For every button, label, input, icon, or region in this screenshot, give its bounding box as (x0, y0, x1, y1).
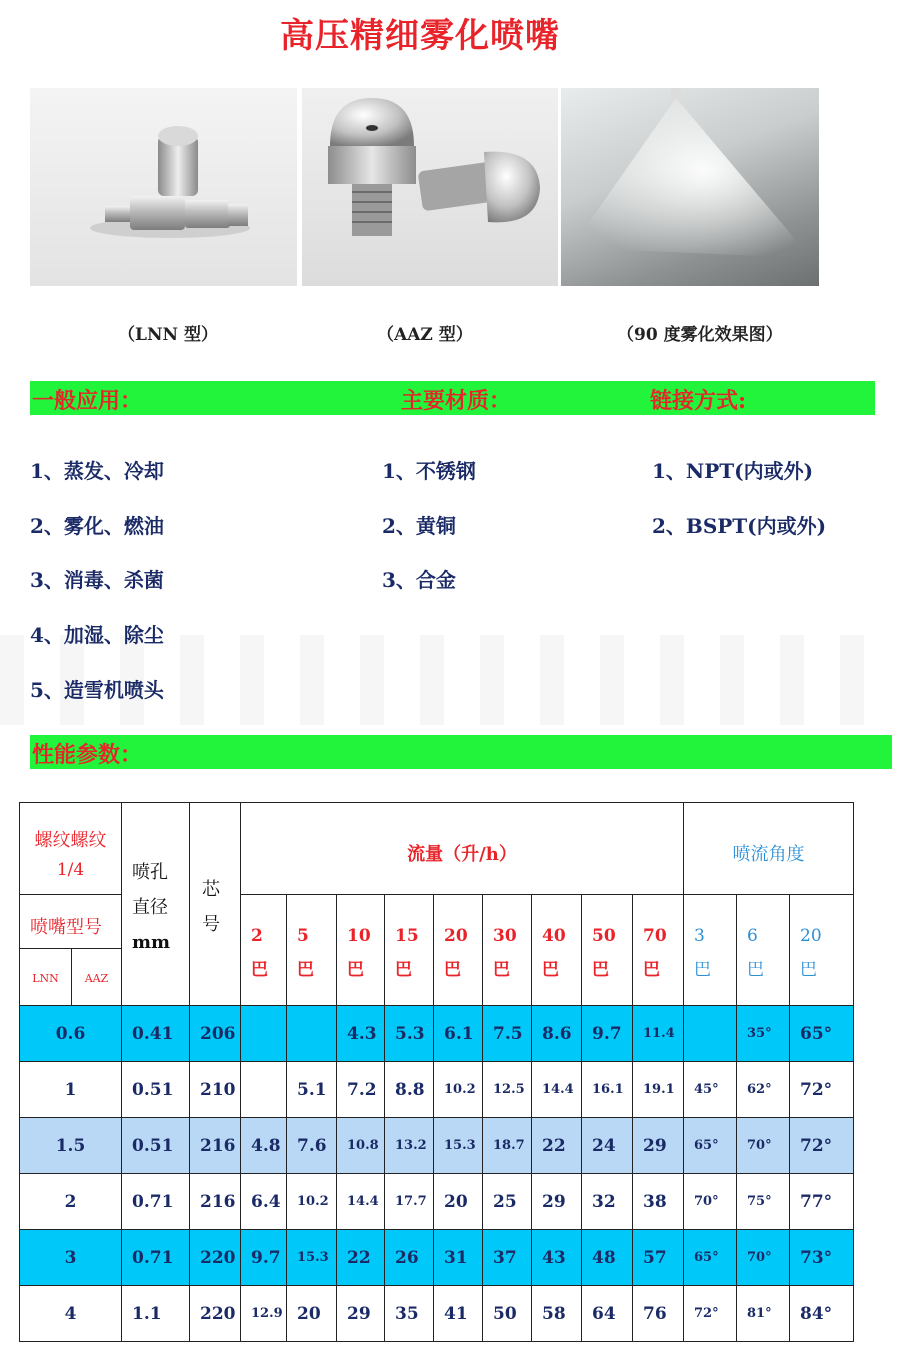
orifice-cell: 0.51 (122, 1118, 190, 1174)
flow-cell: 17.7 (385, 1174, 434, 1230)
table-row (20, 1062, 854, 1118)
flow-cell: 57 (633, 1230, 684, 1286)
angle-cell: 73° (790, 1230, 854, 1286)
flow-label: 流量（升/h） (407, 843, 517, 865)
angle-cell: 70° (684, 1174, 737, 1230)
flow-cell: 35 (385, 1286, 434, 1342)
info-header-bar (30, 381, 875, 415)
flow-cell: 22 (337, 1230, 385, 1286)
flow-cell (287, 1006, 337, 1062)
core-header-cell (190, 803, 241, 1006)
core-cell: 216 (190, 1118, 241, 1174)
flow-cell: 76 (633, 1286, 684, 1342)
flow-cell: 50 (483, 1286, 532, 1342)
flow-cell: 15.3 (434, 1118, 483, 1174)
orifice-cell: 0.51 (122, 1062, 190, 1118)
model-cell: 1 (20, 1062, 122, 1118)
connection-item: 2、BSPT(内或外) (652, 514, 827, 538)
connection-item: 1、NPT(内或外) (652, 459, 814, 483)
flow-cell: 9.7 (241, 1230, 287, 1286)
model-label: 喷嘴型号 (30, 916, 102, 938)
flow-cell: 20 (434, 1174, 483, 1230)
application-item: 4、加湿、除尘 (30, 623, 164, 647)
flow-cell: 4.3 (337, 1006, 385, 1062)
thread-header-cell (20, 803, 122, 895)
flow-cell: 6.4 (241, 1174, 287, 1230)
performance-table (19, 802, 854, 1342)
model-cell: 2 (20, 1174, 122, 1230)
caption-lnn: （LNN 型） (118, 325, 218, 345)
flow-cell: 5.1 (287, 1062, 337, 1118)
flow-cell: 26 (385, 1230, 434, 1286)
model-header-cell (20, 895, 122, 949)
thread-label: 螺纹螺纹 (34, 829, 107, 851)
flow-cell: 10.8 (337, 1118, 385, 1174)
flow-cell: 43 (532, 1230, 582, 1286)
flow-cell: 29 (337, 1286, 385, 1342)
application-heading: 一般应用： (32, 388, 143, 414)
lnn-nozzle-photo (30, 88, 297, 286)
flow-cell: 31 (434, 1230, 483, 1286)
flow-cell: 7.2 (337, 1062, 385, 1118)
angle-cell: 75° (737, 1174, 790, 1230)
flow-pressure-10: 10 巴 (337, 895, 385, 1006)
material-item: 2、黄铜 (382, 514, 456, 538)
orifice-label-3: mm (132, 931, 171, 953)
application-item: 2、雾化、燃油 (30, 514, 164, 538)
caption-spray-effect: （90 度雾化效果图） (617, 325, 783, 345)
angle-cell: 45° (684, 1062, 737, 1118)
performance-heading: 性能参数： (32, 742, 143, 768)
application-item: 5、造雪机喷头 (30, 678, 164, 702)
flow-cell: 14.4 (532, 1062, 582, 1118)
orifice-cell: 0.71 (122, 1174, 190, 1230)
angle-header-cell (684, 803, 854, 895)
aaz-header-cell (72, 949, 122, 1006)
flow-cell: 38 (633, 1174, 684, 1230)
material-item: 3、合金 (382, 568, 456, 592)
angle-cell: 72° (790, 1062, 854, 1118)
lnn-label: LNN (32, 972, 59, 985)
core-cell: 220 (190, 1230, 241, 1286)
flow-pressure-2: 2 巴 (241, 895, 287, 1006)
core-label-2: 号 (202, 914, 220, 935)
model-cell: 0.6 (20, 1006, 122, 1062)
flow-cell: 14.4 (337, 1174, 385, 1230)
material-item: 1、不锈钢 (382, 459, 476, 483)
core-cell: 216 (190, 1174, 241, 1230)
model-cell: 4 (20, 1286, 122, 1342)
flow-cell: 58 (532, 1286, 582, 1342)
flow-cell: 7.5 (483, 1006, 532, 1062)
angle-cell: 70° (737, 1230, 790, 1286)
orifice-cell: 1.1 (122, 1286, 190, 1342)
flow-cell: 11.4 (633, 1006, 684, 1062)
table-row (20, 1118, 854, 1174)
flow-cell: 10.2 (434, 1062, 483, 1118)
table-row (20, 1006, 854, 1062)
flow-pressure-20: 20 巴 (434, 895, 483, 1006)
table-row (20, 1174, 854, 1230)
flow-cell: 64 (582, 1286, 633, 1342)
flow-cell: 15.3 (287, 1230, 337, 1286)
flow-cell: 8.8 (385, 1062, 434, 1118)
orifice-cell: 0.71 (122, 1230, 190, 1286)
flow-cell: 8.6 (532, 1006, 582, 1062)
flow-cell: 9.7 (582, 1006, 633, 1062)
angle-cell: 65° (790, 1006, 854, 1062)
angle-pressure-3: 3 巴 (684, 895, 737, 1006)
flow-pressure-30: 30 巴 (483, 895, 532, 1006)
flow-cell: 7.6 (287, 1118, 337, 1174)
flow-cell: 41 (434, 1286, 483, 1342)
performance-header-bar (30, 735, 892, 769)
flow-cell: 12.9 (241, 1286, 287, 1342)
orifice-label-1: 喷孔 (132, 861, 168, 883)
spray-effect-photo (561, 88, 819, 286)
flow-cell: 4.8 (241, 1118, 287, 1174)
flow-cell: 5.3 (385, 1006, 434, 1062)
flow-cell (241, 1006, 287, 1062)
aaz-nozzle-photo (302, 88, 558, 286)
application-item: 1、蒸发、冷却 (30, 459, 164, 483)
angle-cell: 72° (790, 1118, 854, 1174)
flow-cell: 18.7 (483, 1118, 532, 1174)
material-heading: 主要材质： (401, 388, 512, 414)
flow-pressure-70: 70 巴 (633, 895, 684, 1006)
flow-pressure-5: 5 巴 (287, 895, 337, 1006)
flow-cell: 32 (582, 1174, 633, 1230)
angle-label: 喷流角度 (732, 843, 805, 865)
table-row (20, 1286, 854, 1342)
connection-heading: 链接方式: (650, 388, 747, 414)
angle-cell: 70° (737, 1118, 790, 1174)
flow-cell: 24 (582, 1118, 633, 1174)
angle-cell: 72° (684, 1286, 737, 1342)
flow-cell: 29 (532, 1174, 582, 1230)
flow-cell: 13.2 (385, 1118, 434, 1174)
flow-cell: 48 (582, 1230, 633, 1286)
angle-pressure-6: 6 巴 (737, 895, 790, 1006)
model-cell: 1.5 (20, 1118, 122, 1174)
caption-aaz: （AAZ 型） (377, 325, 473, 345)
angle-cell: 77° (790, 1174, 854, 1230)
flow-pressure-50: 50 巴 (582, 895, 633, 1006)
application-item: 3、消毒、杀菌 (30, 568, 164, 592)
angle-cell: 62° (737, 1062, 790, 1118)
flow-pressure-40: 40 巴 (532, 895, 582, 1006)
orifice-label-2: 直径 (132, 896, 168, 918)
angle-cell: 65° (684, 1118, 737, 1174)
core-cell: 206 (190, 1006, 241, 1062)
aaz-label: AAZ (84, 972, 109, 985)
lnn-header-cell (20, 949, 72, 1006)
angle-cell: 35° (737, 1006, 790, 1062)
angle-cell (684, 1006, 737, 1062)
angle-cell: 84° (790, 1286, 854, 1342)
flow-pressure-15: 15 巴 (385, 895, 434, 1006)
flow-cell: 12.5 (483, 1062, 532, 1118)
flow-cell: 22 (532, 1118, 582, 1174)
flow-cell (241, 1062, 287, 1118)
flow-cell: 20 (287, 1286, 337, 1342)
flow-header-cell (241, 803, 684, 895)
model-cell: 3 (20, 1230, 122, 1286)
core-cell: 210 (190, 1062, 241, 1118)
flow-cell: 19.1 (633, 1062, 684, 1118)
flow-cell: 6.1 (434, 1006, 483, 1062)
angle-pressure-20: 20 巴 (790, 895, 854, 1006)
orifice-cell: 0.41 (122, 1006, 190, 1062)
thread-size: 1/4 (56, 859, 85, 880)
flow-cell: 37 (483, 1230, 532, 1286)
flow-cell: 10.2 (287, 1174, 337, 1230)
table-row (20, 1230, 854, 1286)
angle-cell: 65° (684, 1230, 737, 1286)
flow-cell: 29 (633, 1118, 684, 1174)
page-title: 高压精细雾化喷嘴 (280, 16, 560, 56)
flow-cell: 16.1 (582, 1062, 633, 1118)
flow-cell: 25 (483, 1174, 532, 1230)
core-label-1: 芯 (202, 879, 220, 900)
angle-cell: 81° (737, 1286, 790, 1342)
core-cell: 220 (190, 1286, 241, 1342)
orifice-header-cell (122, 803, 190, 1006)
